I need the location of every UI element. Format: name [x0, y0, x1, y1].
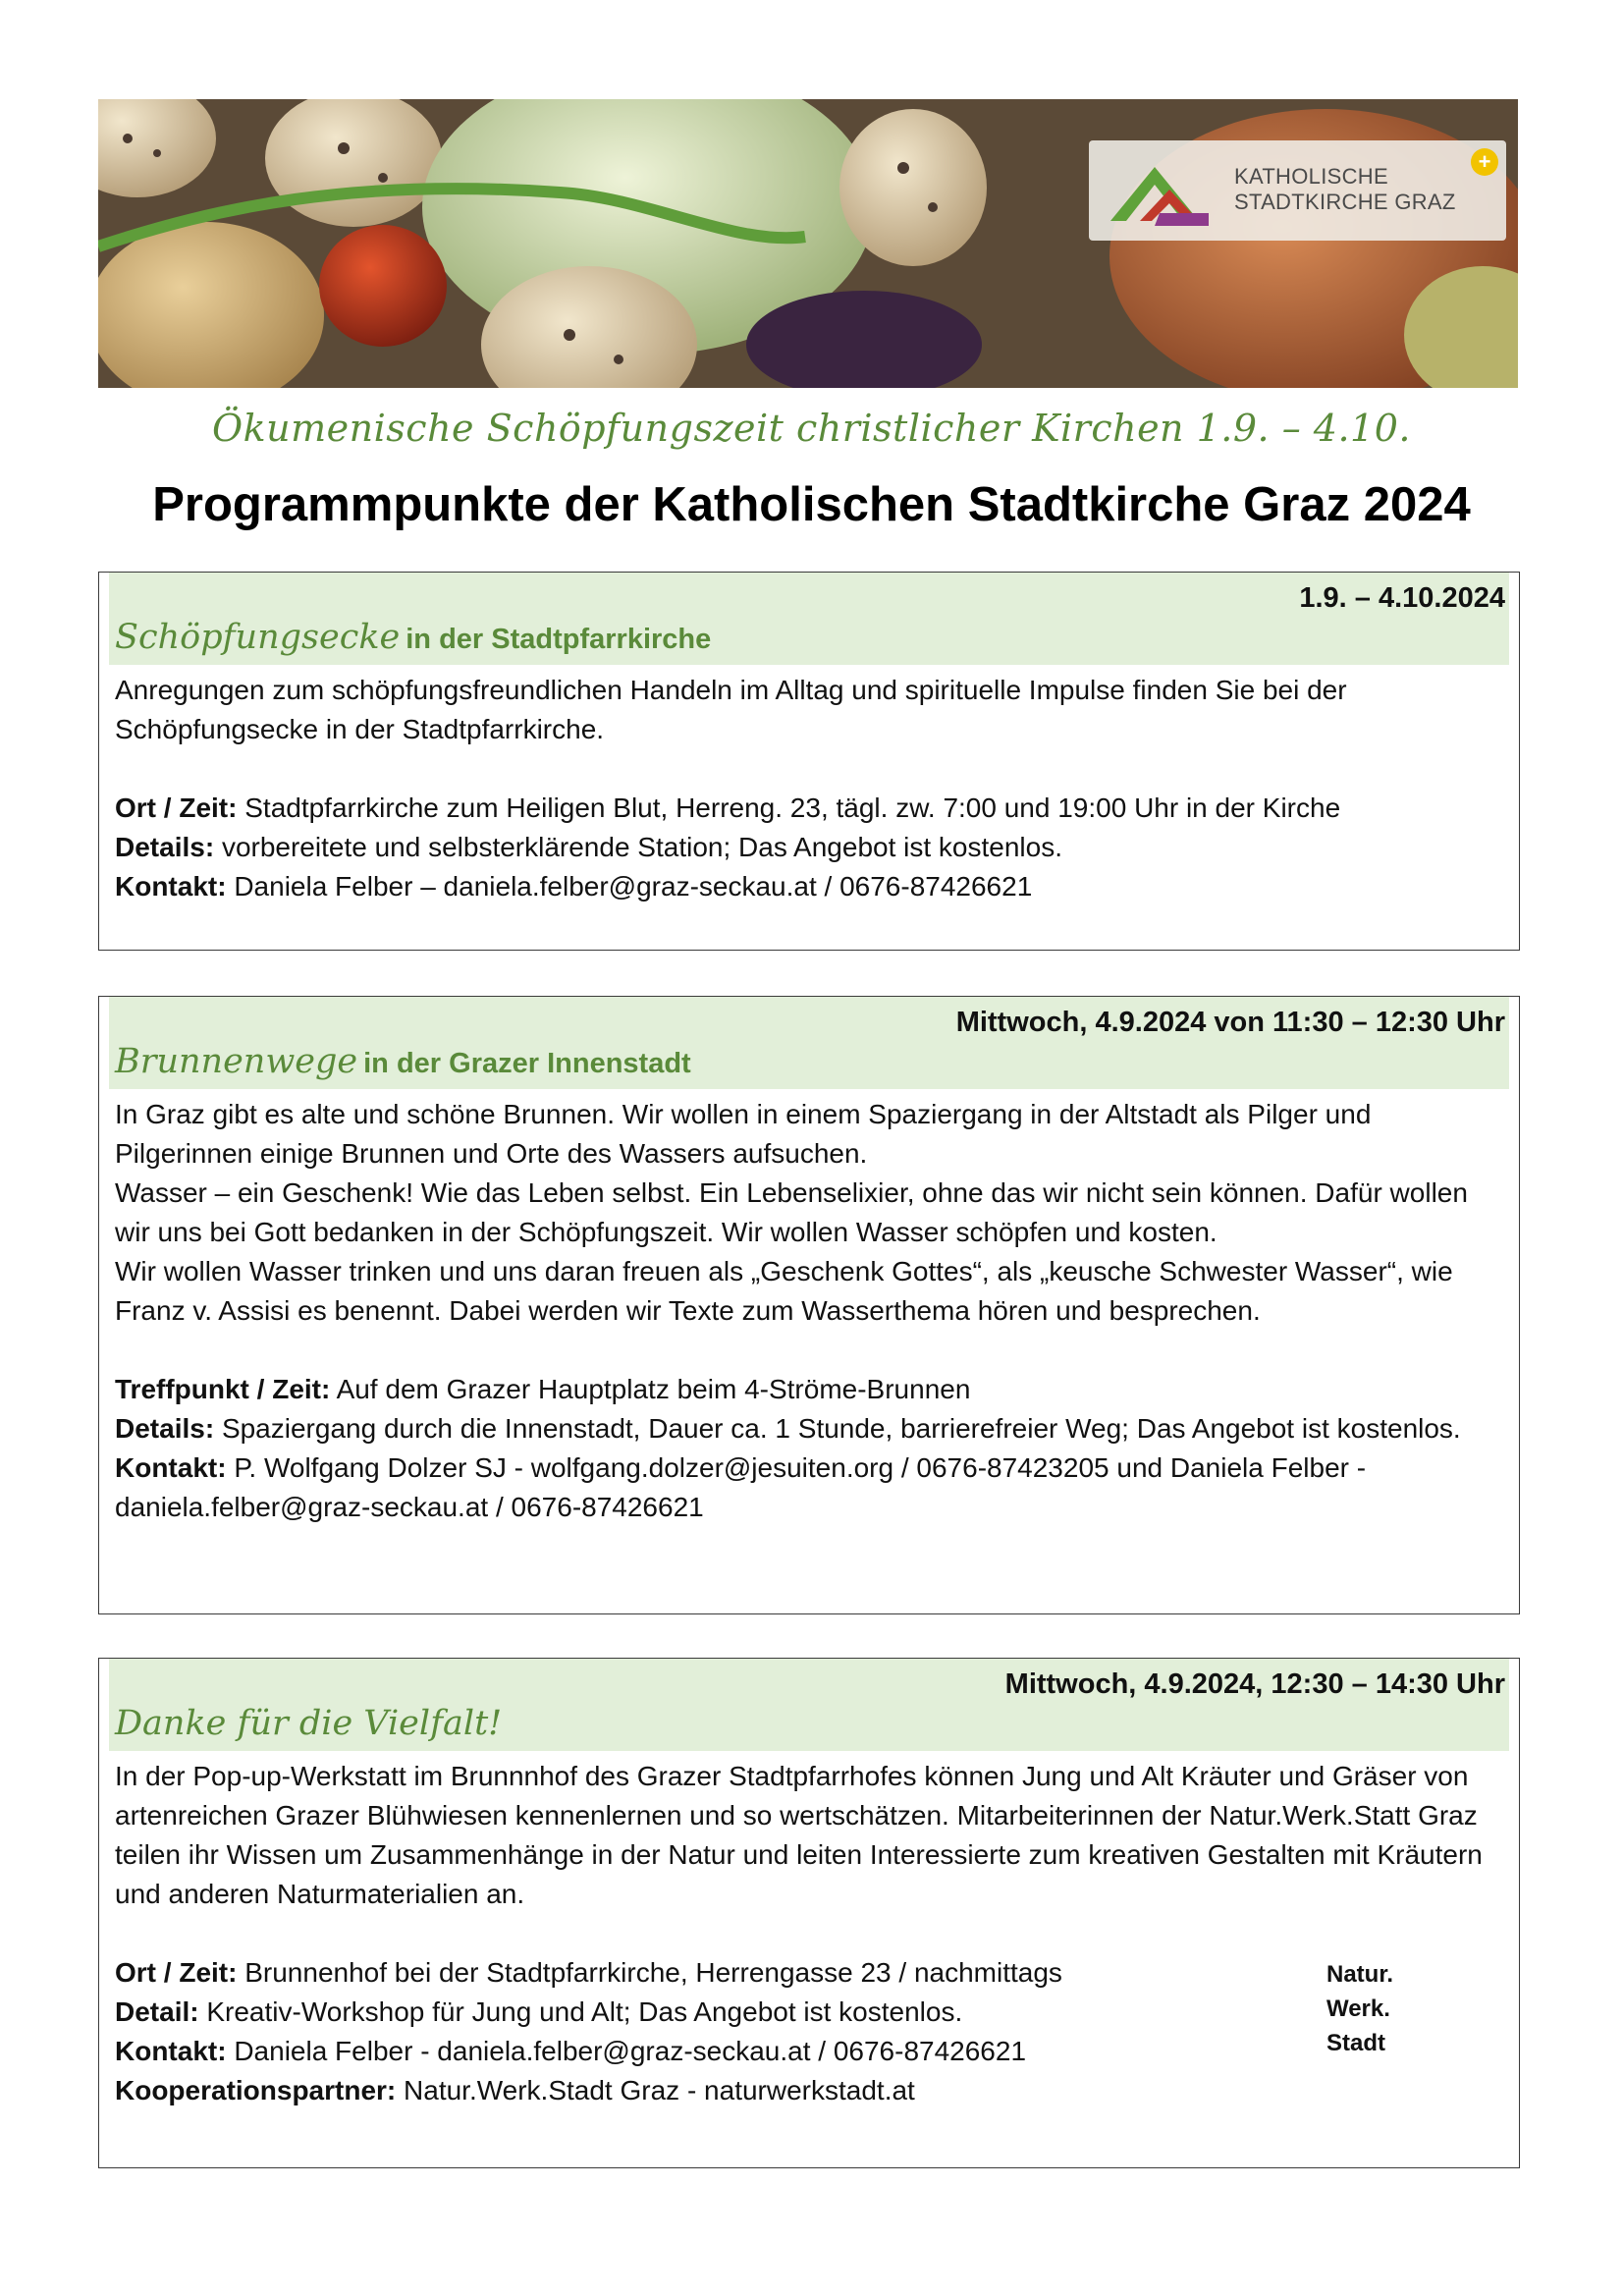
logo-word: Natur. — [1325, 1961, 1393, 1988]
event-description: Wir wollen Wasser trinken und uns daran freuen als „Geschenk Gottes“, als „keusche Schwester Wasser“, wie Franz v. Assisi es benennt. Dabei werden wir Texte zum Wasserthema hören und besprechen. — [115, 1256, 1453, 1326]
header-banner-image — [98, 99, 1518, 388]
detail-line — [115, 867, 1503, 906]
detail-value: P. Wolfgang Dolzer SJ - wolfgang.dolzer@jesuiten.org / 0676-87423205 und Daniela Felber - daniela.felber@graz-seckau.at / 0676-87426621 — [115, 1452, 1367, 1522]
event-title-main: Schöpfungsecke — [115, 618, 401, 657]
detail-label: Details: — [115, 1413, 215, 1444]
logo-word: Werk. — [1325, 1995, 1390, 2022]
event-description: Wasser – ein Geschenk! Wie das Leben selbst. Ein Lebenselixier, ohne das wir nicht sein können. Dafür wollen wir uns bei Gott bedanken in der Schöpfungszeit. Wir wollen Wasser schöpfen und kosten. — [115, 1177, 1468, 1247]
detail-line — [115, 2032, 1503, 2071]
naturwerkstadt-logo — [1326, 1957, 1393, 2060]
detail-label: Kooperationspartner: — [115, 2075, 397, 2105]
detail-label: Kontakt: — [115, 871, 227, 902]
event-body — [99, 665, 1519, 906]
detail-line — [115, 2071, 1503, 2110]
event-title — [115, 1042, 691, 1081]
detail-label: Detail: — [115, 1996, 199, 2027]
event-description: In der Pop-up-Werkstatt im Brunnnhof des Grazer Stadtpfarrhofes können Jung und Alt Kräuter und Gräser von artenreichen Grazer Blühwiesen kennenlernen und so wertschätzen. Mitarbeiterinnen der Natur.Werk.Statt Graz teilen ihr Wissen um Zusammenhänge in der Natur und leiten Interessierte zum kreativen Gestalten mit Kräutern und anderen Naturmaterialien an. — [115, 1761, 1483, 1909]
detail-line — [115, 1370, 1503, 1409]
logo-line-1: KATHOLISCHE — [1234, 164, 1388, 189]
detail-label: Ort / Zeit: — [115, 793, 238, 823]
detail-value: Spaziergang durch die Innenstadt, Dauer ca. 1 Stunde, barrierefreier Weg; Das Angebot ist kostenlos. — [221, 1413, 1461, 1444]
detail-line — [115, 1409, 1503, 1449]
event-box-3 — [98, 1658, 1520, 2168]
event-location: in der Grazer Innenstadt — [363, 1048, 691, 1079]
event-header — [109, 997, 1509, 1089]
page-title: Programmpunkte der Katholischen Stadtkirche Graz 2024 — [152, 478, 1471, 531]
event-box-1 — [98, 572, 1520, 951]
event-title-main: Danke für die Vielfalt! — [115, 1704, 503, 1743]
cross-icon: + — [1471, 148, 1498, 176]
detail-label: Kontakt: — [115, 1452, 227, 1483]
detail-value: Auf dem Grazer Hauptplatz beim 4-Ströme-Brunnen — [336, 1374, 971, 1404]
event-date: Mittwoch, 4.9.2024, 12:30 – 14:30 Uhr — [1004, 1668, 1505, 1700]
detail-label: Treffpunkt / Zeit: — [115, 1374, 331, 1404]
detail-value: Brunnenhof bei der Stadtpfarrkirche, Herrengasse 23 / nachmittags — [244, 1957, 1062, 1988]
event-description: In Graz gibt es alte und schöne Brunnen. Wir wollen in einem Spaziergang in der Altstadt als Pilger und Pilgerinnen einige Brunnen und Orte des Wassers aufsuchen. — [115, 1099, 1372, 1169]
detail-value: Stadtpfarrkirche zum Heiligen Blut, Herreng. 23, tägl. zw. 7:00 und 19:00 Uhr in der Kirche — [244, 793, 1341, 823]
event-header — [109, 1659, 1509, 1751]
detail-line — [115, 828, 1503, 867]
church-roof-icon — [1101, 152, 1228, 231]
event-title — [115, 618, 711, 657]
stadtkirche-logo — [1089, 140, 1506, 241]
detail-value: Natur.Werk.Stadt Graz - naturwerkstadt.at — [404, 2075, 915, 2105]
event-title-main: Brunnenwege — [115, 1042, 358, 1081]
detail-label: Kontakt: — [115, 2036, 227, 2066]
logo-word: Stadt — [1325, 2030, 1385, 2056]
event-body — [99, 1089, 1519, 1527]
event-date: Mittwoch, 4.9.2024 von 11:30 – 12:30 Uhr — [955, 1007, 1505, 1038]
detail-line — [115, 789, 1503, 828]
detail-line — [115, 1993, 1503, 2032]
detail-value: vorbereitete und selbsterklärende Station; Das Angebot ist kostenlos. — [221, 832, 1063, 862]
detail-line — [115, 1953, 1503, 1993]
event-date: 1.9. – 4.10.2024 — [1299, 582, 1505, 614]
event-description: Anregungen zum schöpfungsfreundlichen Handeln im Alltag und spirituelle Impulse finden Sie bei der Schöpfungsecke in der Stadtpfarrkirche. — [115, 675, 1347, 744]
event-title — [115, 1704, 508, 1743]
detail-label: Details: — [115, 832, 215, 862]
detail-value: Kreativ-Workshop für Jung und Alt; Das Angebot ist kostenlos. — [206, 1996, 963, 2027]
detail-value: Daniela Felber - daniela.felber@graz-seckau.at / 0676-87426621 — [234, 2036, 1027, 2066]
subtitle: Ökumenische Schöpfungszeit christlicher Kirchen 1.9. – 4.10. — [212, 407, 1411, 450]
event-box-2 — [98, 996, 1520, 1614]
detail-value: Daniela Felber – daniela.felber@graz-seckau.at / 0676-87426621 — [234, 871, 1033, 902]
event-header — [109, 573, 1509, 665]
detail-line — [115, 1449, 1503, 1527]
event-body — [99, 1751, 1519, 2110]
event-location: in der Stadtpfarrkirche — [406, 624, 712, 655]
detail-label: Ort / Zeit: — [115, 1957, 238, 1988]
logo-line-2: STADTKIRCHE GRAZ — [1234, 190, 1456, 214]
